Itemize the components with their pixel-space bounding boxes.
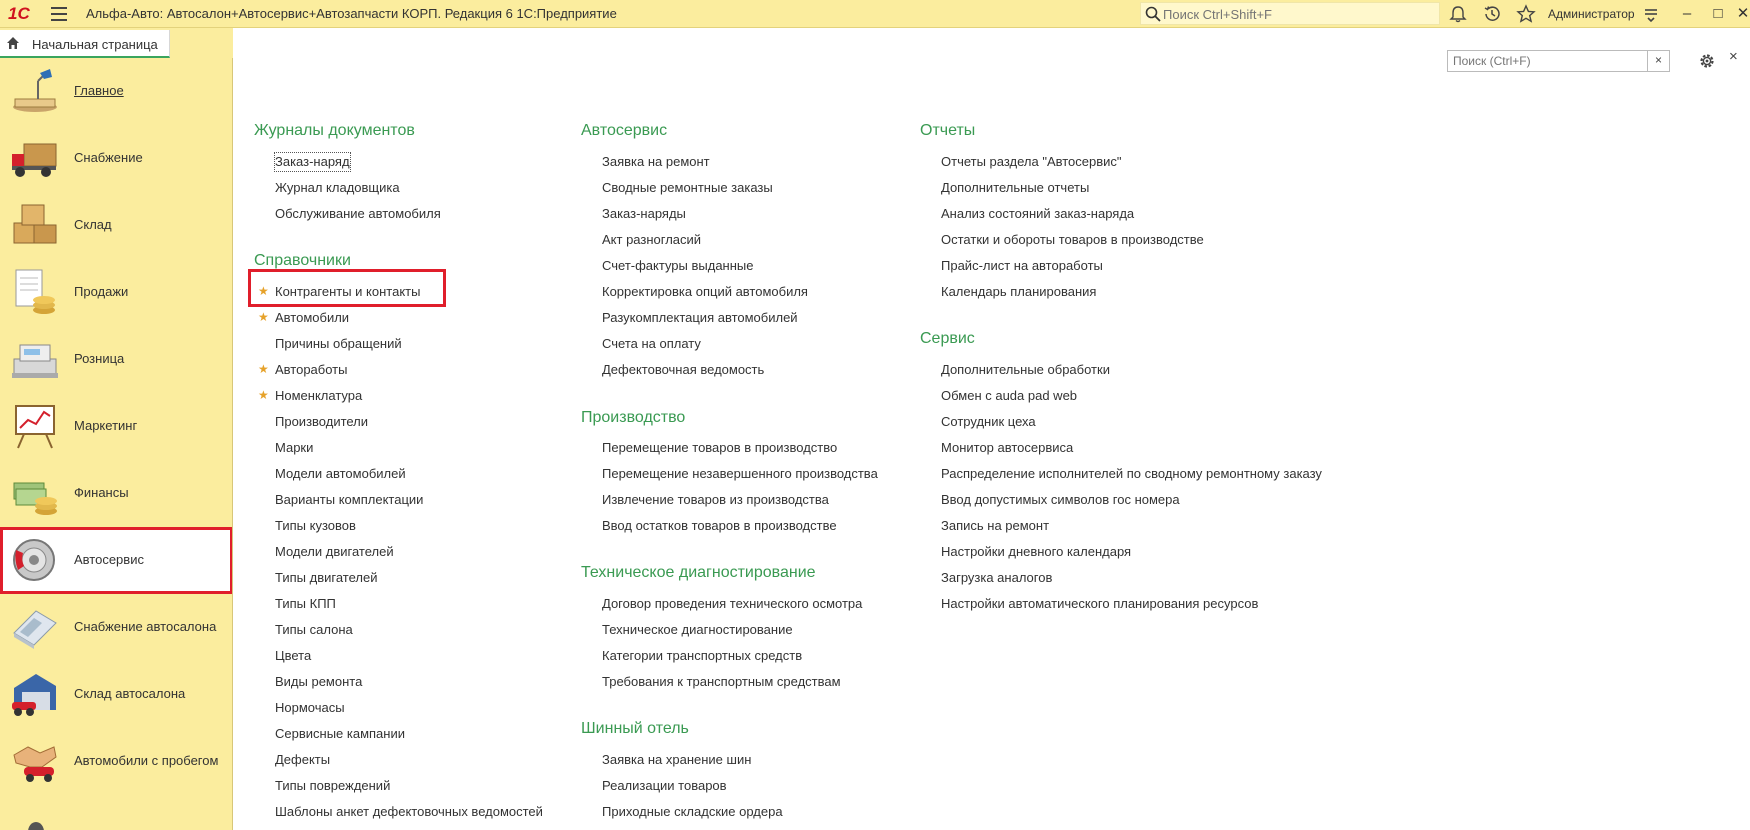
link-tsveta[interactable]: Цвета	[275, 648, 312, 663]
link-obmen-auda-pad[interactable]: Обмен с auda pad web	[941, 388, 1078, 403]
link-modeli-dvigateley[interactable]: Модели двигателей	[275, 544, 394, 559]
desk-lamp-icon	[10, 67, 60, 115]
link-prichiny-obrashcheniy[interactable]: Причины обращений	[275, 336, 402, 351]
link-zayavka-na-remont[interactable]: Заявка на ремонт	[602, 154, 710, 169]
sidebar-item-showroom-warehouse[interactable]	[0, 661, 233, 728]
sidebar-item-finance[interactable]	[0, 460, 233, 527]
link-tekhnicheskoe-diagnostirovanie[interactable]: Техническое диагностирование	[602, 622, 793, 637]
group-title-reports: Отчеты	[920, 122, 976, 139]
link-analiz-sostoyaniy[interactable]: Анализ состояний заказ-наряда	[941, 206, 1135, 221]
link-zhurnal-kladovshchika[interactable]: Журнал кладовщика	[275, 180, 400, 195]
page-search-input[interactable]	[1450, 52, 1646, 70]
bell-icon[interactable]	[1448, 4, 1468, 24]
group-title-tech-diagnostics: Техническое диагностирование	[581, 564, 816, 581]
link-tipy-kpp[interactable]: Типы КПП	[275, 596, 336, 611]
link-zakaz-naryad[interactable]: Заказ-наряд	[275, 154, 350, 169]
money-icon	[10, 469, 60, 517]
brake-disc-icon	[10, 536, 60, 584]
calculator-icon	[10, 603, 60, 651]
link-normochasy[interactable]: Нормочасы	[275, 700, 345, 715]
link-akt-raznoglasiy[interactable]: Акт разногласий	[602, 232, 702, 247]
link-prays-list[interactable]: Прайс-лист на автоработы	[941, 258, 1103, 273]
link-nastroyki-kalendarya[interactable]: Настройки дневного календаря	[941, 544, 1132, 559]
settings-lines-icon[interactable]	[1641, 4, 1661, 24]
link-shablony-anket[interactable]: Шаблоны анкет дефектовочных ведомостей	[275, 804, 543, 819]
sidebar-item-label: Главное	[74, 83, 124, 98]
cash-register-icon	[10, 335, 60, 383]
link-sotrudnik-tsekha[interactable]: Сотрудник цеха	[941, 414, 1036, 429]
link-tipy-dvigateley[interactable]: Типы двигателей	[275, 570, 378, 585]
link-realizatsii-tovarov[interactable]: Реализации товаров	[602, 778, 727, 793]
tab-row	[0, 28, 233, 58]
link-prikhodnye-skladskie-ordera[interactable]: Приходные складские ордера	[602, 804, 783, 819]
window-title: Альфа-Авто: Автосалон+Автосервис+Автозапчасти КОРП. Редакция 6 1С:Предприятие	[86, 6, 617, 21]
link-tipy-povrezhdeniy[interactable]: Типы повреждений	[275, 778, 391, 793]
link-dopolnitelnye-otchety[interactable]: Дополнительные отчеты	[941, 180, 1090, 195]
link-kalendar-planirovaniya[interactable]: Календарь планирования	[941, 284, 1097, 299]
home-page-content	[233, 28, 1750, 830]
sidebar-item-label: Склад автосалона	[74, 686, 186, 701]
favorite-star-icon[interactable]: ★	[258, 388, 269, 402]
favorite-star-icon[interactable]: ★	[258, 284, 269, 298]
link-kontragenty-i-kontakty[interactable]: Контрагенты и контакты	[275, 284, 421, 299]
sidebar-item-label: Снабжение автосалона	[74, 619, 217, 634]
truck-icon	[10, 134, 60, 182]
boxes-icon	[10, 201, 60, 249]
group-title-autoservice: Автосервис	[581, 122, 668, 139]
sidebar-item-label: Продажи	[74, 284, 129, 299]
link-varianty-komplektatsii[interactable]: Варианты комплектации	[275, 492, 424, 507]
favorite-star-icon[interactable]: ★	[258, 310, 269, 324]
link-marki[interactable]: Марки	[275, 440, 314, 455]
invoice-coins-icon	[10, 268, 60, 316]
link-zagruzka-analogov[interactable]: Загрузка аналогов	[941, 570, 1053, 585]
sidebar-item-label: Автосервис	[74, 552, 144, 567]
link-monitor-avtoservisa[interactable]: Монитор автосервиса	[941, 440, 1074, 455]
link-schet-faktury-vydannye[interactable]: Счет-фактуры выданные	[602, 258, 754, 273]
link-dopolnitelnye-obrabotki[interactable]: Дополнительные обработки	[941, 362, 1110, 377]
group-title-catalogs: Справочники	[254, 252, 351, 269]
chart-board-icon	[10, 402, 60, 450]
link-vvod-ostatkov[interactable]: Ввод остатков товаров в производстве	[602, 518, 837, 533]
link-peremeshchenie-v-proizvodstvo[interactable]: Перемещение товаров в производство	[602, 440, 838, 455]
global-search-input[interactable]	[1163, 5, 1433, 23]
tab-home[interactable]	[0, 30, 170, 58]
sidebar-item-label: Склад	[74, 217, 112, 232]
link-izvlechenie-tovarov[interactable]: Извлечение товаров из производства	[602, 492, 829, 507]
sections-sidebar	[0, 58, 233, 830]
link-avtomobili[interactable]: Автомобили	[275, 310, 350, 325]
link-defekty[interactable]: Дефекты	[275, 752, 331, 767]
sidebar-item-showroom-supply[interactable]	[0, 594, 233, 661]
more-section-icon	[10, 804, 60, 830]
global-search-box[interactable]	[1140, 2, 1440, 25]
handshake-car-icon	[10, 737, 60, 785]
link-defektovochnaya-vedomost[interactable]: Дефектовочная ведомость	[602, 362, 765, 377]
current-user[interactable]: Администратор	[1548, 7, 1635, 21]
link-razukomplektatsiya[interactable]: Разукомплектация автомобилей	[602, 310, 798, 325]
hamburger-menu-icon[interactable]	[51, 7, 67, 21]
link-zapis-na-remont[interactable]: Запись на ремонт	[941, 518, 1050, 533]
sidebar-item-sales[interactable]	[0, 259, 233, 326]
link-otchety-razdela[interactable]: Отчеты раздела "Автосервис"	[941, 154, 1122, 169]
link-vvod-simvolov-nomera[interactable]: Ввод допустимых символов гос номера	[941, 492, 1180, 507]
sidebar-item-label: Финансы	[74, 485, 129, 500]
1c-logo[interactable]: 1С	[8, 4, 30, 23]
sidebar-item-label: Розница	[74, 351, 125, 366]
title-bar	[0, 0, 1750, 28]
link-nomenklatura[interactable]: Номенклатура	[275, 388, 363, 403]
home-icon	[6, 36, 20, 50]
gear-icon[interactable]	[1698, 52, 1716, 70]
link-servisnye-kampanii[interactable]: Сервисные кампании	[275, 726, 405, 741]
link-raspredelenie-ispolniteley[interactable]: Распределение исполнителей по сводному ремонтному заказу	[941, 466, 1322, 481]
close-window-button[interactable]: ✕	[1736, 5, 1750, 22]
link-proizvoditeli[interactable]: Производители	[275, 414, 369, 429]
sidebar-item-marketing[interactable]	[0, 393, 233, 460]
sidebar-item-main[interactable]	[0, 58, 233, 125]
sidebar-item-retail[interactable]	[0, 326, 233, 393]
sidebar-item-more[interactable]	[0, 795, 233, 830]
close-page-button[interactable]: ×	[1729, 48, 1738, 65]
sidebar-item-autoservice[interactable]	[0, 527, 233, 594]
sidebar-item-label: Снабжение	[74, 150, 143, 165]
link-vidy-remonta[interactable]: Виды ремонта	[275, 674, 363, 689]
search-icon	[1145, 6, 1161, 22]
clear-search-button[interactable]: ×	[1647, 51, 1669, 71]
link-tipy-kuzovov[interactable]: Типы кузовов	[275, 518, 356, 533]
link-svodnye-remontnye-zakazy[interactable]: Сводные ремонтные заказы	[602, 180, 773, 195]
group-title-journals: Журналы документов	[254, 122, 415, 139]
favorites-star-icon[interactable]	[1516, 4, 1536, 24]
link-trebovaniya-k-ts[interactable]: Требования к транспортным средствам	[602, 674, 841, 689]
link-zakaz-naryady[interactable]: Заказ-наряды	[602, 206, 686, 221]
link-nastroyki-planirovaniya-resursov[interactable]: Настройки автоматического планирования ресурсов	[941, 596, 1259, 611]
link-obsluzhivanie-avtomobilya[interactable]: Обслуживание автомобиля	[275, 206, 441, 221]
sidebar-item-label: Маркетинг	[74, 418, 138, 433]
group-title-production: Производство	[581, 409, 686, 426]
link-peremeshchenie-nezavershennogo[interactable]: Перемещение незавершенного производства	[602, 466, 878, 481]
sidebar-item-supply[interactable]	[0, 125, 233, 192]
group-title-service: Сервис	[920, 330, 975, 347]
tab-home-label: Начальная страница	[32, 37, 158, 52]
link-zayavka-na-khranenie-shin[interactable]: Заявка на хранение шин	[602, 752, 752, 767]
link-kategorii-ts[interactable]: Категории транспортных средств	[602, 648, 803, 663]
link-ostatki-i-oboroty[interactable]: Остатки и обороты товаров в производстве	[941, 232, 1204, 247]
link-scheta-na-oplatu[interactable]: Счета на оплату	[602, 336, 701, 351]
link-modeli-avtomobiley[interactable]: Модели автомобилей	[275, 466, 406, 481]
garage-icon	[10, 670, 60, 718]
favorite-star-icon[interactable]: ★	[258, 362, 269, 376]
maximize-button[interactable]: □	[1713, 5, 1723, 22]
sidebar-item-warehouse[interactable]	[0, 192, 233, 259]
link-korrektirovka-optsiy[interactable]: Корректировка опций автомобиля	[602, 284, 808, 299]
link-avtoraboty[interactable]: Автоработы	[275, 362, 348, 377]
link-dogovor-tekhosmotra[interactable]: Договор проведения технического осмотра	[602, 596, 863, 611]
sidebar-item-label: Автомобили с пробегом	[74, 753, 219, 768]
sidebar-item-used-cars[interactable]	[0, 728, 233, 795]
link-tipy-salona[interactable]: Типы салона	[275, 622, 353, 637]
page-search-box[interactable]	[1447, 50, 1670, 72]
minimize-button[interactable]: –	[1682, 5, 1692, 22]
history-icon[interactable]	[1482, 4, 1502, 24]
group-title-tire-hotel: Шинный отель	[581, 720, 689, 737]
